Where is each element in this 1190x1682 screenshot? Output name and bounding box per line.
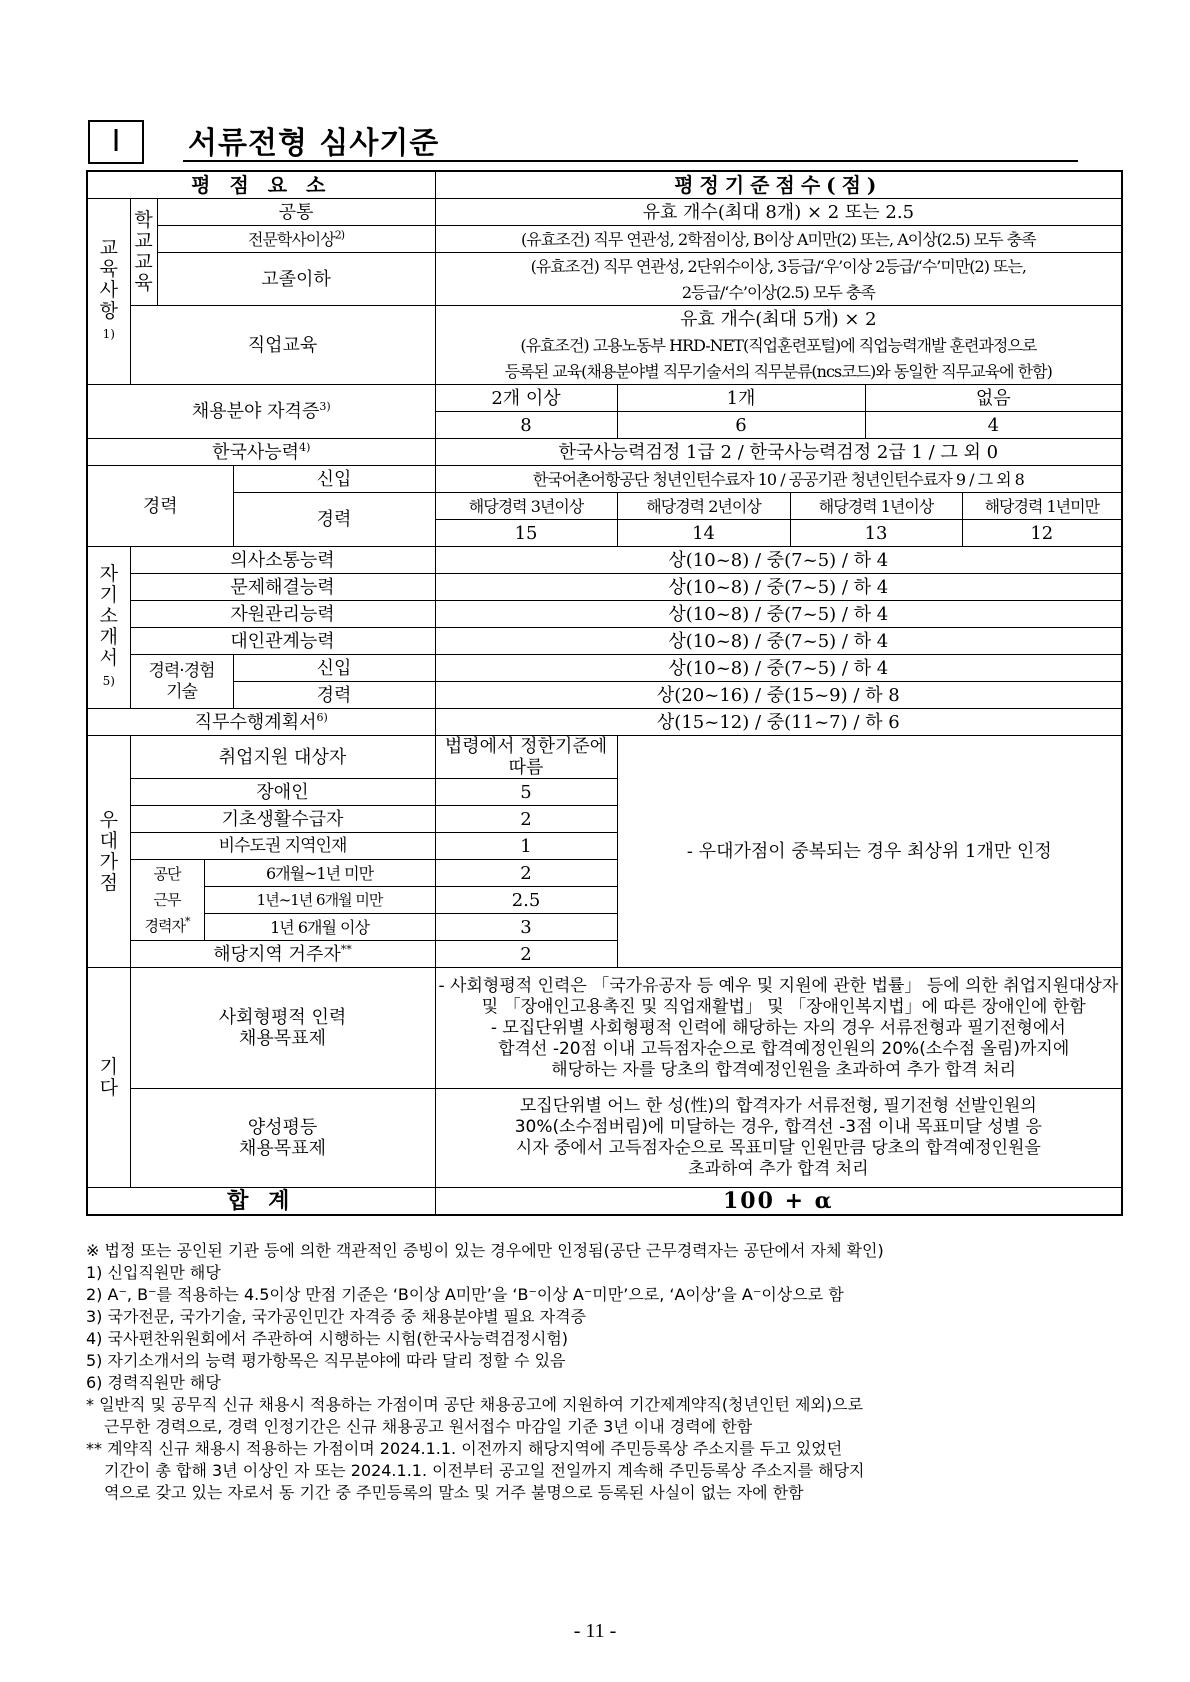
gongdan-item-3-label: 1년 6개월 이상 [204, 914, 435, 941]
essay-label: 자기 소개 서 5) [87, 547, 130, 709]
section-header [88, 118, 1078, 164]
license-label: 채용분야 자격증$^{3)}$ [87, 385, 435, 439]
common-value: 유효 개수(최대 8개) × 2 또는 2.5 [435, 199, 1122, 226]
essay-item-1-label: 의사소통능력 [130, 547, 435, 574]
section-title: 서류전형 심사기준 [188, 126, 440, 161]
bonus-item-4-value: 1 [435, 833, 617, 860]
header-score: 평정기준점수(점) [435, 171, 1122, 199]
bonus-item-3-value: 2 [435, 806, 617, 833]
license-score-2: 6 [617, 412, 865, 439]
essay-item-4-label: 대인관계능력 [130, 628, 435, 655]
school-education-label: 학 교 교 육 [130, 199, 157, 306]
gongdan-item-2-label: 1년~1년 6개월 미만 [204, 887, 435, 914]
social-content: - 사회형평적 인력은 「국가유공자 등 예우 및 지원에 관한 법률」 등에 의한 취업지원대상자 및 「장애인고용촉진 및 직업재활법」 및 「장애인복지법」에 따른 장애인에 한함 - 모집단위별 사회형평적 인력에 해당하는 자의 경우 서류전형과 필기전형에서 합격선 -20점 이내 고득점자순으로 합격예정인원의 20%(소수점 올림)까지에 해당하는 자를 당초의 합격예정인원을 초과하여 추가 합격 처리 [435, 968, 1122, 1089]
gender-label: 양성평등 채용목표제 [130, 1089, 435, 1188]
bonus-item-4-label: 비수도권 지역인재 [130, 833, 435, 860]
footnote-doublestar-line-2: 기간이 총 합해 3년 이상인 자 또는 2024.1.1. 이전부터 공고일 전일까지 계속해 주민등록상 주소지를 해당지 [104, 1461, 865, 1480]
plan-label: 직무수행계획서$^{6)}$ [87, 709, 435, 736]
gongdan-item-1-value: 2 [435, 860, 617, 887]
footnote-5: 5) 자기소개서의 능력 평가항목은 직무분야에 따라 달리 정할 수 있음 [86, 1351, 566, 1370]
highschool-value-1: (유효조건) 직무 연관성, 2단위수이상, 3등급/‘우’이상 2등급/‘수’미만(2) 또는, [435, 253, 1122, 280]
college-value: (유효조건) 직무 연관성, 2학점이상, B이상 A미만(2) 또는, A이상(2.5) 모두 충족 [435, 226, 1122, 253]
history-label: 한국사능력$^{4)}$ [87, 439, 435, 466]
license-score-3: 4 [865, 412, 1122, 439]
vocational-value-1: 유효 개수(최대 5개) × 2 [435, 306, 1122, 333]
career-exp-score-2: 14 [617, 520, 790, 547]
history-value: 한국사능력검정 1급 2 / 한국사능력검정 2급 1 / 그 외 0 [435, 439, 1122, 466]
footnote-2: 2) A⁻, B⁻를 적용하는 4.5이상 만점 기준은 ‘B이상 A미만’을 ‘B⁻이상 A⁻미만’으로, ‘A이상’을 A⁻이상으로 함 [86, 1285, 844, 1304]
bonus-item-2-label: 장애인 [130, 779, 435, 806]
highschool-value-2: 2등급/‘수’이상(2.5) 모두 충족 [435, 279, 1122, 306]
career-exp-score-3: 13 [790, 520, 962, 547]
vocational-value-3: 등록된 교육(채용분야별 직무기술서의 직무분류(ncs코드)와 동일한 직무교육에 한함) [435, 358, 1122, 385]
essay-item-3-value: 상(10~8) / 중(7~5) / 하 4 [435, 601, 1122, 628]
gender-content: 모집단위별 어느 한 성(性)의 합격자가 서류전형, 필기전형 선발인원의 30%(소수점버림)에 미달하는 경우, 합격선 -3점 이내 목표미달 성별 응 시자 중에서 고득점자순으로 목표미달 인원만큼 당초의 합격예정인원을 초과하여 추가 합격 처리 [435, 1089, 1122, 1188]
social-label: 사회형평적 인력 채용목표제 [130, 968, 435, 1089]
essay-exp-new-value: 상(10~8) / 중(7~5) / 하 4 [435, 655, 1122, 682]
license-col-1: 2개 이상 [435, 385, 617, 412]
title-underline [183, 160, 1078, 162]
header-factor: 평 점 요 소 [87, 171, 435, 199]
bonus-item-3-label: 기초생활수급자 [130, 806, 435, 833]
total-value: 100 + α [435, 1188, 1122, 1216]
essay-item-3-label: 자원관리능력 [130, 601, 435, 628]
footnote-star-line-2: 근무한 경력으로, 경력 인정기간은 신규 채용공고 원서접수 마감일 기준 3년 이내 경력에 한함 [104, 1417, 753, 1436]
essay-item-2-value: 상(10~8) / 중(7~5) / 하 4 [435, 574, 1122, 601]
college-label: 전문학사이상$^{2)}$ [157, 226, 435, 253]
footnote-3: 3) 국가전문, 국가기술, 국가공인민간 자격증 중 채용분야별 필요 자격증 [86, 1307, 587, 1326]
common-label: 공통 [157, 199, 435, 226]
resident-label: 해당지역 거주자** [130, 941, 435, 968]
essay-item-1-value: 상(10~8) / 중(7~5) / 하 4 [435, 547, 1122, 574]
bonus-item-1-value: 법령에서 정한기준에 따름 [435, 736, 617, 779]
essay-exp-career-label: 경력 [233, 682, 435, 709]
license-score-1: 8 [435, 412, 617, 439]
footnote-4: 4) 국사편찬위원회에서 주관하여 시행하는 시험(한국사능력검정시험) [86, 1329, 569, 1348]
gongdan-label: 공단 근무 경력자* [130, 860, 204, 941]
license-col-2: 1개 [617, 385, 865, 412]
career-exp-col-2: 해당경력 2년이상 [617, 493, 790, 520]
gongdan-item-2-value: 2.5 [435, 887, 617, 914]
career-exp-score-4: 12 [962, 520, 1122, 547]
footnote-star-line-1: * 일반직 및 공무직 신규 채용시 적용하는 가점이며 공단 채용공고에 지원하여 기간제계약직(청년인턴 제외)으로 [86, 1395, 864, 1414]
essay-exp-career-value: 상(20~16) / 중(15~9) / 하 8 [435, 682, 1122, 709]
evaluation-criteria-table [86, 170, 1123, 1216]
resident-value: 2 [435, 941, 617, 968]
bonus-item-2-value: 5 [435, 779, 617, 806]
career-newcomer-label: 신입 [233, 466, 435, 493]
total-label: 합 계 [87, 1188, 435, 1216]
vocational-value-2: (유효조건) 고용노동부 HRD-NET(직업훈련포털)에 직업능력개발 훈련과정으로 [435, 332, 1122, 358]
career-exp-col-4: 해당경력 1년미만 [962, 493, 1122, 520]
footnote-1: 1) 신입직원만 해당 [86, 1263, 221, 1282]
career-exp-col-1: 해당경력 3년이상 [435, 493, 617, 520]
footnote-doublestar-line-3: 역으로 갖고 있는 자로서 동 기간 중 주민등록의 말소 및 거주 불명으로 등록된 사실이 없는 자에 한함 [104, 1483, 804, 1502]
career-exp-score-1: 15 [435, 520, 617, 547]
education-label: 교 육 사 항 1) [87, 199, 130, 385]
career-newcomer-value: 한국어촌어항공단 청년인턴수료자 10 / 공공기관 청년인턴수료자 9 / 그 외 8 [435, 466, 1122, 493]
essay-item-4-value: 상(10~8) / 중(7~5) / 하 4 [435, 628, 1122, 655]
footnote-6: 6) 경력직원만 해당 [86, 1373, 221, 1392]
essay-exp-new-label: 신입 [233, 655, 435, 682]
section-number-box: Ⅰ [88, 120, 144, 164]
other-label: 기 다 [87, 968, 130, 1188]
career-exp-col-3: 해당경력 1년이상 [790, 493, 962, 520]
highschool-label: 고졸이하 [157, 253, 435, 306]
gongdan-item-3-value: 3 [435, 914, 617, 941]
career-exp-label: 경력 [233, 493, 435, 547]
bonus-label: 우 대 가 점 [87, 736, 130, 968]
bonus-item-1-label: 취업지원 대상자 [130, 736, 435, 779]
footnote-general: ※ 법정 또는 공인된 기관 등에 의한 객관적인 증빙이 있는 경우에만 인정됨(공단 근무경력자는 공단에서 자체 확인) [86, 1241, 884, 1260]
footnote-doublestar-line-1: ** 계약직 신규 채용시 적용하는 가점이며 2024.1.1. 이전까지 해당지역에 주민등록상 주소지를 두고 있었던 [86, 1439, 843, 1458]
bonus-remark: - 우대가점이 중복되는 경우 최상위 1개만 인정 [617, 736, 1122, 968]
essay-item-2-label: 문제해결능력 [130, 574, 435, 601]
plan-value: 상(15~12) / 중(11~7) / 하 6 [435, 709, 1122, 736]
page-number: - 11 - [573, 1620, 617, 1642]
essay-experience-label: 경력·경험 기술 [130, 655, 233, 709]
gongdan-item-1-label: 6개월~1년 미만 [204, 860, 435, 887]
license-col-3: 없음 [865, 385, 1122, 412]
vocational-label: 직업교육 [130, 306, 435, 385]
footnotes [86, 1240, 1121, 1504]
career-label: 경력 [87, 466, 233, 547]
